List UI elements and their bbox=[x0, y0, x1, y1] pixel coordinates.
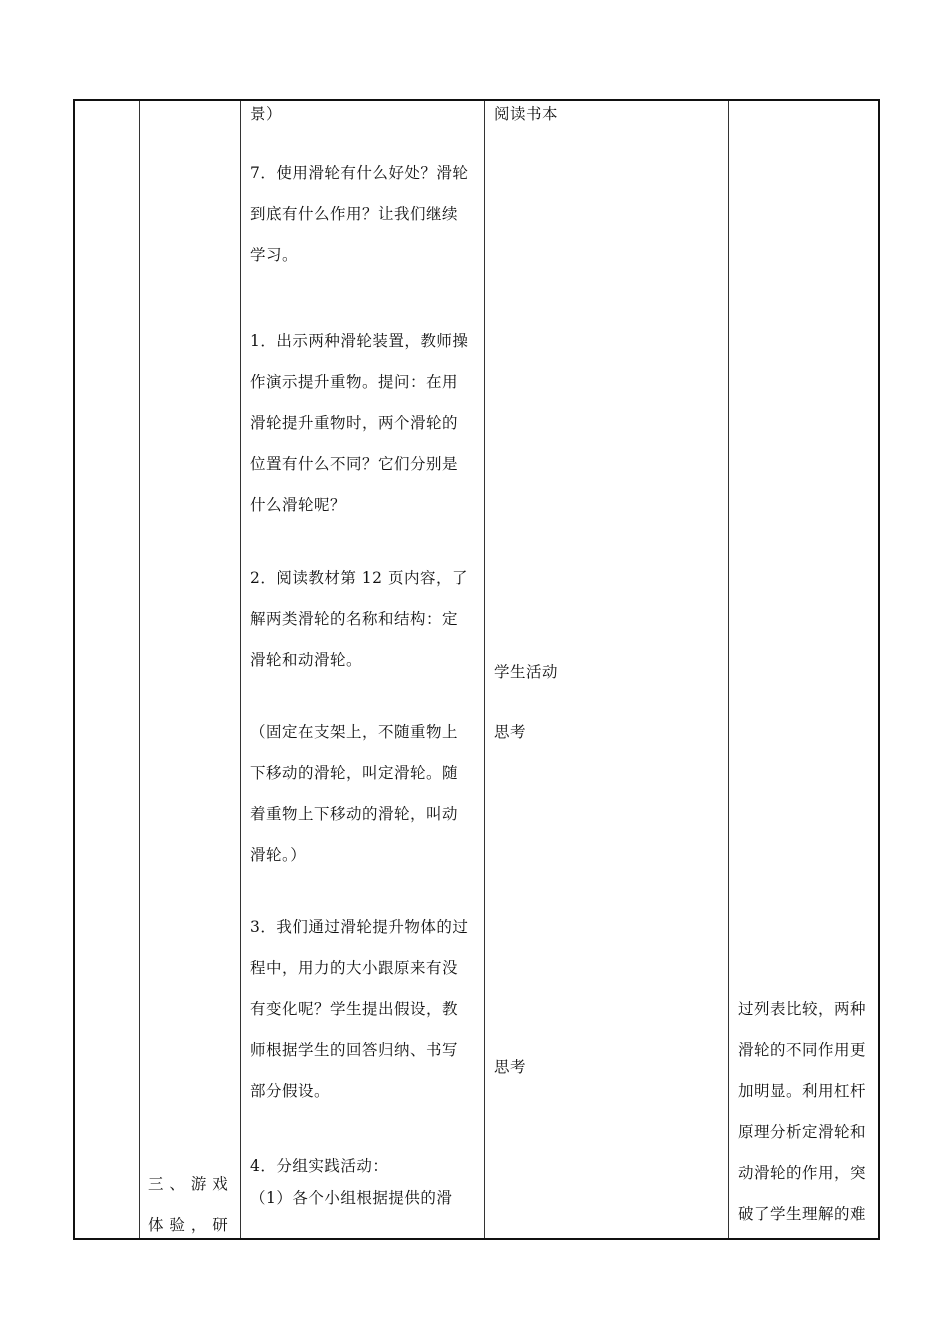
teacher-activity-line: 师根据学生的回答归纳、书写 bbox=[250, 1041, 459, 1059]
teacher-activity-line: 程中，用力的大小跟原来有没 bbox=[250, 959, 459, 977]
teacher-activity-line: 滑轮和动滑轮。 bbox=[250, 651, 363, 669]
design-intent-line: 动滑轮的作用，突 bbox=[738, 1164, 867, 1182]
teacher-activity-line: 1．出示两种滑轮装置，教师操 bbox=[250, 332, 469, 350]
teacher-activity-line: 下移动的滑轮，叫定滑轮。随 bbox=[250, 764, 459, 782]
column-divider-2 bbox=[240, 101, 241, 1238]
teacher-activity-line: 有变化呢？学生提出假设，教 bbox=[250, 1000, 459, 1018]
teacher-activity-line: 学习。 bbox=[250, 246, 299, 264]
student-activity-text: 学生活动 bbox=[494, 663, 559, 681]
student-activity-text: 思考 bbox=[494, 723, 527, 741]
student-activity-text: 阅读书本 bbox=[494, 105, 559, 123]
stage-heading-line: 体 验 ， 研 bbox=[148, 1216, 229, 1234]
teacher-activity-line: 部分假设。 bbox=[250, 1082, 331, 1100]
teacher-activity-line: （固定在支架上，不随重物上 bbox=[250, 723, 459, 741]
design-intent-line: 过列表比较，两种 bbox=[738, 1000, 867, 1018]
teacher-activity-paragraph-2 bbox=[250, 558, 468, 681]
teacher-activity-line: 作演示提升重物。提问：在用 bbox=[250, 373, 459, 391]
student-activity-text: 思考 bbox=[494, 1058, 527, 1076]
design-intent bbox=[738, 989, 866, 1235]
teacher-activity-line: 3．我们通过滑轮提升物体的过 bbox=[250, 918, 469, 936]
column-divider-3 bbox=[484, 101, 485, 1238]
column-divider-1 bbox=[139, 101, 140, 1238]
teacher-activity-line: 解两类滑轮的名称和结构：定 bbox=[250, 610, 459, 628]
teacher-activity-paragraph-1 bbox=[250, 321, 468, 526]
teacher-activity-paragraph-3 bbox=[250, 907, 468, 1112]
column-divider-4 bbox=[728, 101, 729, 1238]
teacher-activity-line: 什么滑轮呢？ bbox=[250, 496, 347, 514]
teacher-activity-line: 4．分组实践活动： bbox=[250, 1157, 389, 1175]
design-intent-line: 破了学生理解的难 bbox=[738, 1205, 867, 1223]
teacher-activity-paragraph-7 bbox=[250, 153, 468, 276]
teacher-activity-line: 滑轮。） bbox=[250, 846, 307, 864]
design-intent-line: 滑轮的不同作用更 bbox=[738, 1041, 867, 1059]
teacher-activity-paragraph-definition bbox=[250, 712, 458, 876]
teacher-activity-line: 位置有什么不同？它们分别是 bbox=[250, 455, 459, 473]
teacher-activity-line: 着重物上下移动的滑轮，叫动 bbox=[250, 805, 459, 823]
teacher-activity-line: 滑轮提升重物时，两个滑轮的 bbox=[250, 414, 459, 432]
teacher-activity-paragraph-4 bbox=[250, 1150, 452, 1214]
teacher-activity-line: 7．使用滑轮有什么好处？滑轮 bbox=[250, 164, 469, 182]
stage-heading-line: 三 、 游 戏 bbox=[148, 1175, 229, 1193]
teacher-activity-line: 景） bbox=[250, 105, 283, 123]
teacher-activity-line: 2．阅读教材第 12 页内容，了 bbox=[250, 569, 468, 587]
stage-heading bbox=[148, 1164, 228, 1246]
teacher-activity-line: （1）各个小组根据提供的滑 bbox=[250, 1189, 453, 1207]
teacher-activity-line: 到底有什么作用？让我们继续 bbox=[250, 205, 459, 223]
design-intent-line: 原理分析定滑轮和 bbox=[738, 1123, 867, 1141]
design-intent-line: 加明显。利用杠杆 bbox=[738, 1082, 867, 1100]
